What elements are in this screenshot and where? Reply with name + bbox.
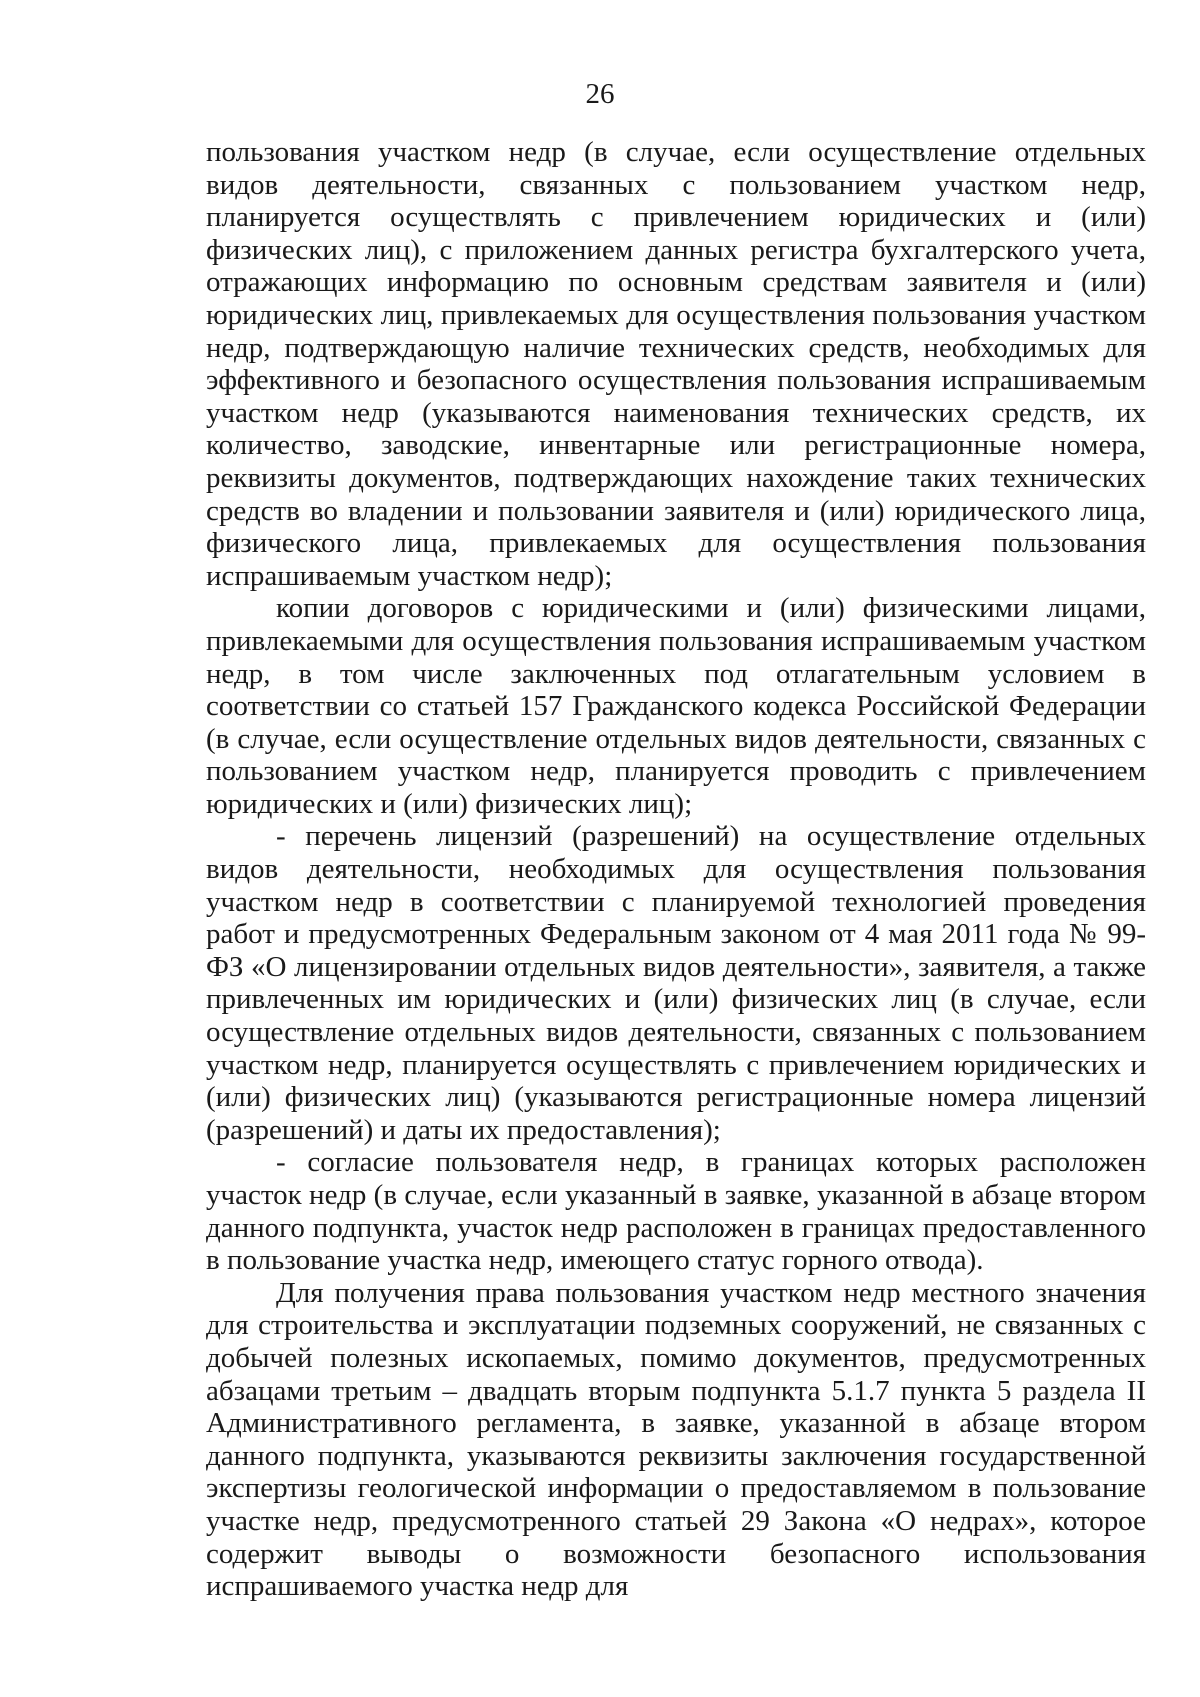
page-number: 26 <box>585 78 615 110</box>
paragraph-4: - согласие пользователя недр, в границах которых расположен участок недр (в случае, если указанный в заявке, указанной в абзаце втором данного подпункта, участок недр расположен в границах предоставленного в пользование участка недр, имеющего статус горного отвода). <box>206 1146 1146 1277</box>
paragraph-2: копии договоров с юридическими и (или) физическими лицами, привлекаемыми для осуществления пользования испрашиваемым участком недр, в том числе заключенных под отлагательным условием в соответствии со статьей 157 Гражданского кодекса Российской Федерации (в случае, если осуществление отдельных видов деятельности, связанных с пользованием участком недр, планируется проводить с привлечением юридических и (или) физических лиц); <box>206 592 1146 820</box>
paragraph-5: Для получения права пользования участком недр местного значения для строительства и эксплуатации подземных сооружений, не связанных с добычей полезных ископаемых, помимо документов, предусмотренных абзацами третьим – двадцать вторым подпункта 5.1.7 пункта 5 раздела II Административного регламента, в заявке, указанной в абзаце втором данного подпункта, указываются реквизиты заключения государственной экспертизы геологической информации о предоставляемом в пользование участке недр, предусмотренного статьей 29 Закона «О недрах», которое содержит выводы о возможности безопасного использования испрашиваемого участка недр для <box>206 1276 1146 1603</box>
paragraph-3: - перечень лицензий (разрешений) на осуществление отдельных видов деятельности, необходимых для осуществления пользования участком недр в соответствии с планируемой технологией проведения работ и предусмотренных Федеральным законом от 4 мая 2011 года № 99-ФЗ «О лицензировании отдельных видов деятельности», заявителя, а также привлеченных им юридических и (или) физических лиц (в случае, если осуществление отдельных видов деятельности, связанных с пользованием участком недр, планируется осуществлять с привлечением юридических и (или) физических лиц) (указываются регистрационные номера лицензий (разрешений) и даты их предоставления); <box>206 820 1146 1146</box>
paragraph-1: пользования участком недр (в случае, если осуществление отдельных видов деятельности, связанных с пользованием участком недр, планируется осуществлять с привлечением юридических и (или) физических лиц), с приложением данных регистра бухгалтерского учета, отражающих информацию по основным средствам заявителя и (или) юридических лиц, привлекаемых для осуществления пользования участком недр, подтверждающую наличие технических средств, необходимых для эффективного и безопасного осуществления пользования испрашиваемым участком недр (указываются наименования технических средств, их количество, заводские, инвентарные или регистрационные номера, реквизиты документов, подтверждающих нахождение таких технических средств во владении и пользовании заявителя и (или) юридического лица, физического лица, привлекаемых для осуществления пользования испрашиваемым участком недр); <box>206 136 1146 592</box>
document-body <box>206 136 1146 1603</box>
